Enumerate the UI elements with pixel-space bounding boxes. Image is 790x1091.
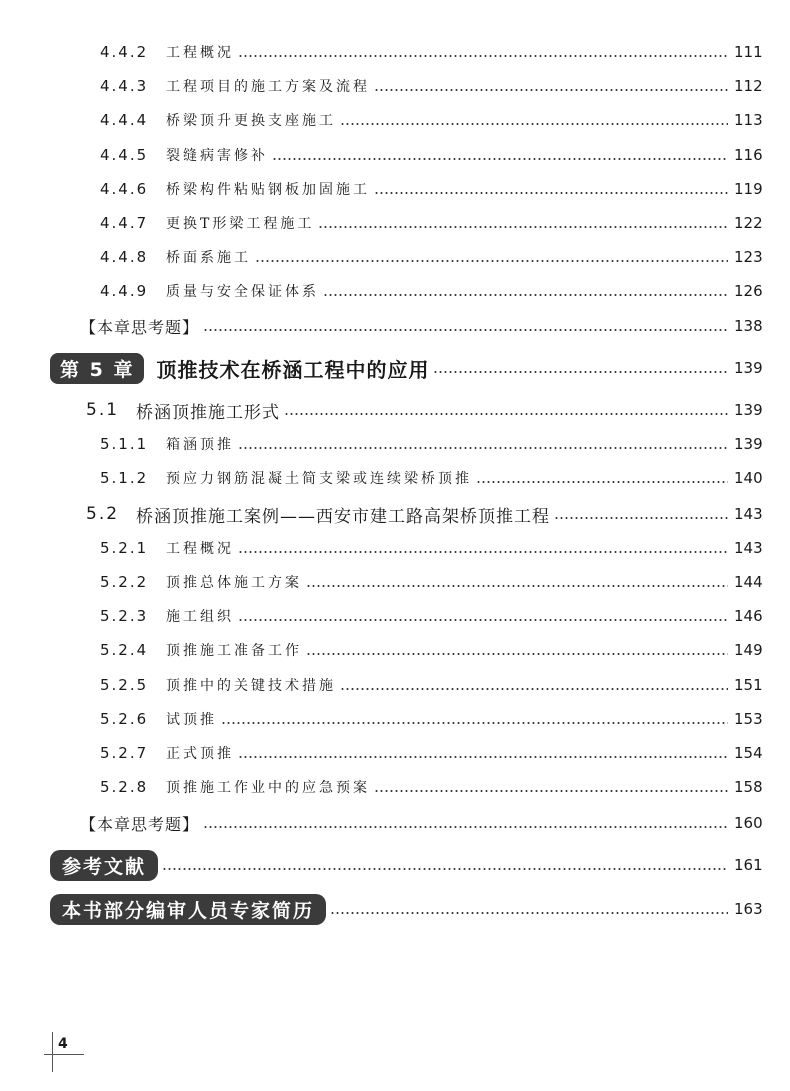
crop-mark: [52, 1032, 53, 1072]
questions-title: 【本章思考题】: [80, 317, 200, 337]
entry-number: 5.1.1: [100, 435, 149, 453]
entry-title: 桥梁构件粘贴钢板加固施工: [166, 182, 370, 198]
toc-entry[interactable]: [0, 567, 790, 597]
leader-dots: [340, 123, 728, 125]
entry-title: 桥梁顶升更换支座施工: [166, 113, 336, 129]
entry-page: 116: [734, 146, 763, 164]
entry-title: 质量与安全保证体系: [166, 284, 319, 300]
leader-dots: [374, 192, 728, 194]
toc-chapter-5[interactable]: [0, 353, 790, 383]
entry-number: 5.2.3: [100, 607, 149, 625]
entry-page: 161: [734, 856, 763, 874]
toc-entry[interactable]: [0, 601, 790, 631]
entry-number: 4.4.8: [100, 248, 149, 266]
entry-title: 箱涵顶推: [166, 437, 234, 453]
entry-page: 139: [734, 401, 763, 419]
entry-title: 更换T形梁工程施工: [166, 216, 315, 232]
entry-number: 5.1.2: [100, 469, 149, 487]
leader-dots: [374, 89, 728, 91]
leader-dots: [306, 585, 728, 587]
toc-references[interactable]: [0, 850, 790, 880]
leader-dots: [374, 790, 728, 792]
entry-number: 5.2.5: [100, 676, 149, 694]
leader-dots: [203, 826, 728, 828]
leader-dots: [284, 413, 728, 415]
page-folio: [44, 1032, 84, 1072]
entry-number: 4.4.6: [100, 180, 149, 198]
toc-entry[interactable]: [0, 704, 790, 734]
entry-number: 5.2.2: [100, 573, 149, 591]
entry-page: 163: [734, 900, 763, 918]
entry-number: 5.2.4: [100, 641, 149, 659]
entry-page: 123: [734, 248, 763, 266]
toc-section[interactable]: [0, 395, 790, 425]
leader-dots: [318, 226, 728, 228]
leader-dots: [238, 551, 728, 553]
entry-page: 146: [734, 607, 763, 625]
entry-page: 143: [734, 505, 763, 523]
leader-dots: [306, 653, 728, 655]
entry-number: 5.2.8: [100, 778, 149, 796]
toc-entry[interactable]: [0, 463, 790, 493]
toc-entry[interactable]: [0, 635, 790, 665]
entry-number: 5.2.6: [100, 710, 149, 728]
leader-dots: [255, 260, 728, 262]
entry-title: 工程项目的施工方案及流程: [166, 79, 370, 95]
entry-page: 111: [734, 43, 763, 61]
leader-dots: [238, 756, 728, 758]
toc-entry[interactable]: [0, 174, 790, 204]
entry-title: 桥面系施工: [166, 250, 251, 266]
entry-number: 4.4.4: [100, 111, 149, 129]
section-title: 桥涵顶推施工形式: [136, 402, 280, 423]
entry-title: 工程概况: [166, 541, 234, 557]
entry-number: 4.4.7: [100, 214, 149, 232]
entry-page: 139: [734, 435, 763, 453]
toc-chapter-questions[interactable]: [0, 808, 790, 838]
toc-author-bios[interactable]: [0, 894, 790, 924]
entry-number: 4.4.3: [100, 77, 149, 95]
toc-section[interactable]: [0, 499, 790, 529]
entry-page: 122: [734, 214, 763, 232]
entry-number: 5.2.7: [100, 744, 149, 762]
references-badge: 参考文献: [50, 850, 158, 881]
section-number: 5.2: [86, 504, 120, 524]
toc-entry[interactable]: [0, 242, 790, 272]
leader-dots: [238, 55, 728, 57]
toc-entry[interactable]: [0, 71, 790, 101]
crop-mark: [44, 1054, 84, 1055]
leader-dots: [433, 371, 728, 373]
leader-dots: [238, 447, 728, 449]
entry-page: 144: [734, 573, 763, 591]
entry-number: 5.2.1: [100, 539, 149, 557]
questions-title: 【本章思考题】: [80, 814, 200, 834]
entry-page: 140: [734, 469, 763, 487]
entry-page: 160: [734, 814, 763, 832]
entry-page: 149: [734, 641, 763, 659]
entry-page: 151: [734, 676, 763, 694]
leader-dots: [330, 912, 728, 914]
entry-title: 试顶推: [166, 712, 217, 728]
entry-page: 112: [734, 77, 763, 95]
entry-page: 143: [734, 539, 763, 557]
leader-dots: [272, 158, 728, 160]
leader-dots: [238, 619, 728, 621]
entry-title: 正式顶推: [166, 746, 234, 762]
entry-page: 113: [734, 111, 763, 129]
entry-page: 126: [734, 282, 763, 300]
leader-dots: [162, 868, 728, 870]
toc-entry[interactable]: [0, 429, 790, 459]
toc-entry[interactable]: [0, 276, 790, 306]
toc-entry[interactable]: [0, 772, 790, 802]
leader-dots: [554, 517, 728, 519]
entry-title: 预应力钢筋混凝土简支梁或连续梁桥顶推: [166, 471, 472, 487]
toc-entry[interactable]: [0, 533, 790, 563]
entry-title: 顶推中的关键技术措施: [166, 678, 336, 694]
entry-title: 顶推施工作业中的应急预案: [166, 780, 370, 796]
toc-chapter-questions[interactable]: [0, 311, 790, 341]
toc-entry[interactable]: [0, 140, 790, 170]
entry-page: 119: [734, 180, 763, 198]
toc-entry[interactable]: [0, 670, 790, 700]
chapter-badge: 第 5 章: [50, 353, 144, 384]
page-number: 4: [58, 1036, 68, 1052]
toc-entry[interactable]: [0, 208, 790, 238]
entry-page: 139: [734, 359, 763, 377]
entry-title: 顶推施工准备工作: [166, 643, 302, 659]
leader-dots: [340, 688, 728, 690]
entry-page: 138: [734, 317, 763, 335]
entry-title: 顶推总体施工方案: [166, 575, 302, 591]
section-number: 5.1: [86, 400, 120, 420]
entry-title: 施工组织: [166, 609, 234, 625]
leader-dots: [221, 722, 728, 724]
entry-title: 裂缝病害修补: [166, 148, 268, 164]
author-bios-badge: 本书部分编审人员专家简历: [50, 894, 326, 925]
entry-number: 4.4.5: [100, 146, 149, 164]
entry-number: 4.4.9: [100, 282, 149, 300]
leader-dots: [203, 329, 728, 331]
entry-page: 154: [734, 744, 763, 762]
section-title: 桥涵顶推施工案例——西安市建工路高架桥顶推工程: [136, 506, 550, 527]
leader-dots: [476, 481, 728, 483]
entry-title: 工程概况: [166, 45, 234, 61]
toc-entry[interactable]: [0, 738, 790, 768]
entry-page: 153: [734, 710, 763, 728]
leader-dots: [323, 294, 728, 296]
toc-entry[interactable]: [0, 37, 790, 67]
toc-entry[interactable]: [0, 105, 790, 135]
entry-page: 158: [734, 778, 763, 796]
entry-number: 4.4.2: [100, 43, 149, 61]
chapter-title: 顶推技术在桥涵工程中的应用: [156, 357, 430, 382]
